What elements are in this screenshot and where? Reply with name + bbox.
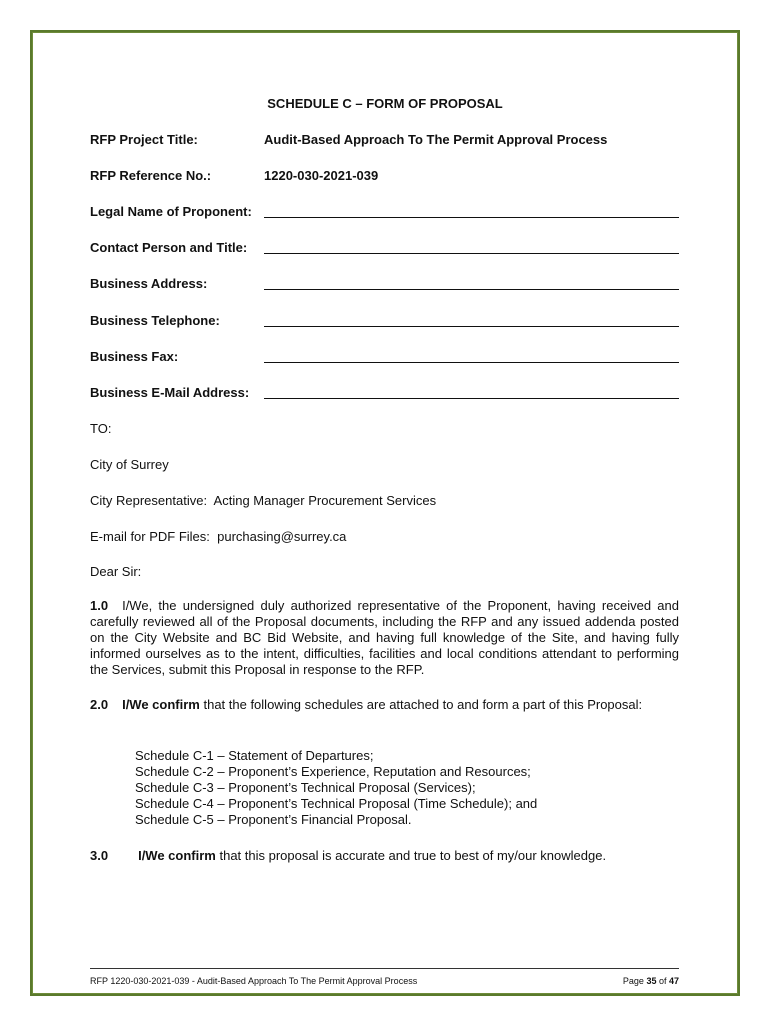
reference-value: 1220-030-2021-039 — [264, 168, 379, 183]
section-1-number: 1.0 — [90, 598, 109, 613]
section-2-number: 2.0 — [90, 697, 109, 712]
page-prefix: Page — [622, 976, 647, 986]
list-item: Schedule C-3 – Proponent’s Technical Proposal (Services); — [135, 780, 476, 795]
fax-label: Business Fax: — [90, 349, 179, 364]
fax-field[interactable] — [264, 362, 679, 363]
telephone-field[interactable] — [264, 326, 679, 327]
reference-label: RFP Reference No.: — [90, 168, 212, 183]
footer-divider — [90, 968, 679, 969]
recipient-city: City of Surrey — [90, 457, 169, 472]
page-title: SCHEDULE C – FORM OF PROPOSAL — [267, 96, 503, 111]
legal-name-label: Legal Name of Proponent: — [90, 204, 252, 219]
address-field[interactable] — [264, 289, 679, 290]
pdf-email: E-mail for PDF Files: purchasing@surrey.ca — [90, 529, 347, 544]
city-representative: City Representative: Acting Manager Procurement Services — [90, 493, 437, 508]
salutation: Dear Sir: — [90, 564, 142, 579]
section-3 — [90, 848, 679, 864]
list-item: Schedule C-2 – Proponent’s Experience, Reputation and Resources; — [135, 764, 531, 779]
section-2-text: that the following schedules are attached to and form a part of this Proposal: — [199, 697, 643, 712]
footer-text: RFP 1220-030-2021-039 - Audit-Based Approach To The Permit Approval Process — [90, 976, 418, 986]
project-title-label: RFP Project Title: — [90, 132, 198, 147]
project-title-value: Audit-Based Approach To The Permit Approval Process — [264, 132, 608, 147]
page-number — [623, 976, 679, 986]
section-2-bold: I/We confirm — [122, 697, 200, 712]
page-separator: of — [656, 976, 669, 986]
legal-name-field[interactable] — [264, 217, 679, 218]
email-field[interactable] — [264, 398, 679, 399]
address-label: Business Address: — [90, 276, 208, 291]
section-1 — [90, 598, 679, 678]
schedule-list — [135, 748, 537, 828]
telephone-label: Business Telephone: — [90, 313, 220, 328]
list-item: Schedule C-1 – Statement of Departures; — [135, 748, 374, 763]
section-1-text: I/We, the undersigned duly authorized representative of the Proponent, having received and carefully reviewed all of the Proposal documents, including the RFP and any issued addenda posted on the City Website and BC Bid Website, and having full knowledge of the Site, and having fully informed ourselves as to the intent, difficulties, facilities and local conditions attendant to performing the Services, submit this Proposal in response to the RFP. — [90, 598, 679, 677]
contact-label: Contact Person and Title: — [90, 240, 248, 255]
section-2 — [90, 697, 679, 713]
list-item: Schedule C-5 – Proponent’s Financial Proposal. — [135, 812, 412, 827]
page-total: 47 — [668, 976, 679, 986]
section-3-text: that this proposal is accurate and true to best of my/our knowledge. — [215, 848, 607, 863]
section-3-bold: I/We confirm — [138, 848, 216, 863]
section-3-number: 3.0 — [90, 848, 109, 863]
list-item: Schedule C-4 – Proponent’s Technical Proposal (Time Schedule); and — [135, 796, 538, 811]
contact-field[interactable] — [264, 253, 679, 254]
to-label: TO: — [90, 421, 112, 436]
email-label: Business E-Mail Address: — [90, 385, 250, 400]
page-current: 35 — [646, 976, 657, 986]
